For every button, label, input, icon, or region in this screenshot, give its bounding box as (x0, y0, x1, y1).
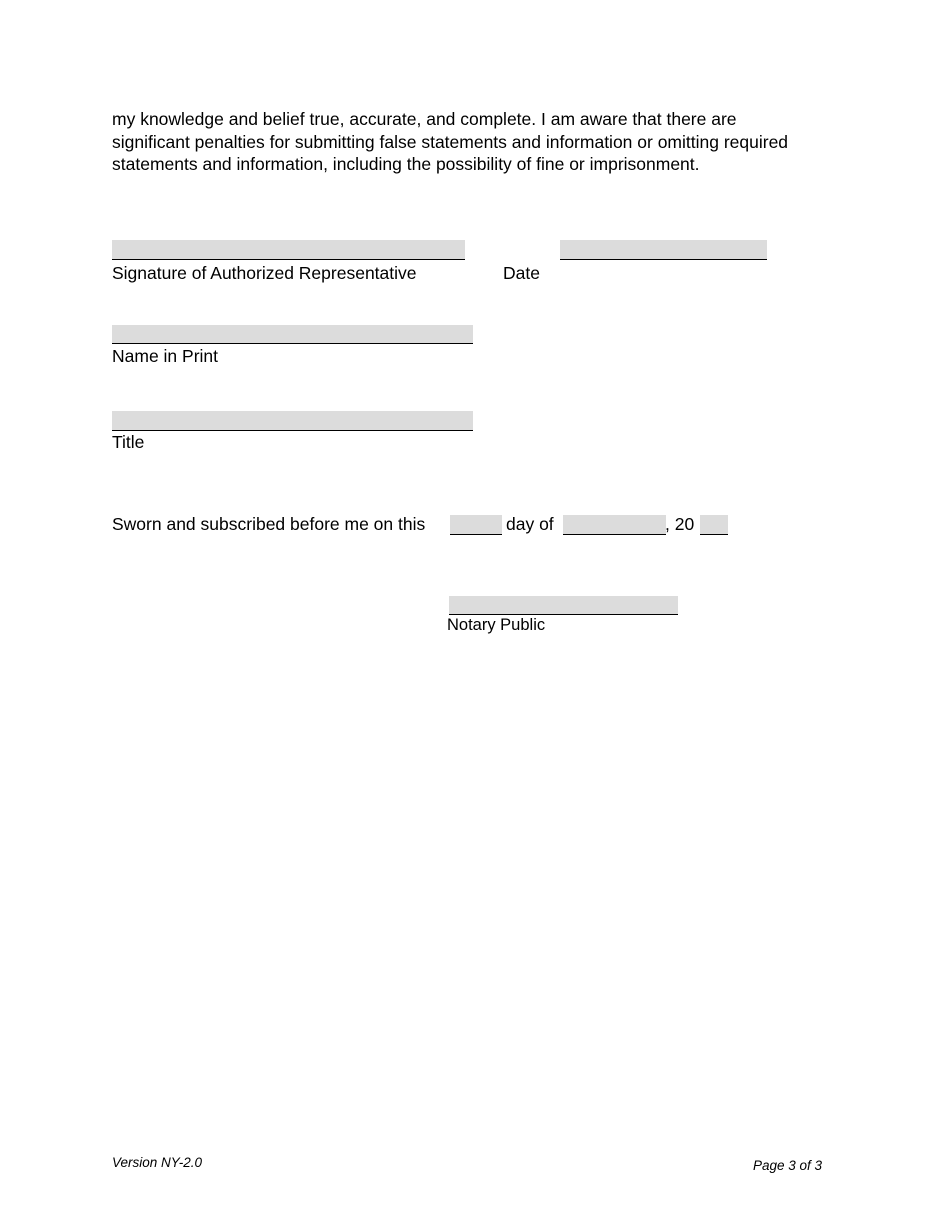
sworn-year-field[interactable] (700, 515, 728, 535)
certification-statement (112, 108, 852, 176)
signature-field[interactable] (112, 240, 465, 260)
statement-line: statements and information, including the possibility of fine or imprisonment. (112, 154, 700, 174)
name-in-print-field[interactable] (112, 325, 473, 344)
notary-public-label: Notary Public (447, 616, 546, 634)
date-field[interactable] (560, 240, 767, 260)
day-of-text: day of (506, 514, 554, 534)
notary-signature-field[interactable] (449, 596, 678, 615)
date-label: Date (503, 263, 540, 283)
statement-line: my knowledge and belief true, accurate, and complete. I am aware that there are (112, 109, 737, 129)
signature-label: Signature of Authorized Representative (112, 263, 417, 283)
sworn-day-field[interactable] (450, 515, 502, 535)
sworn-month-field[interactable] (563, 515, 666, 535)
page-number: Page 3 of 3 (753, 1158, 823, 1173)
year-prefix-text: , 20 (665, 514, 695, 534)
title-field[interactable] (112, 411, 473, 431)
title-label: Title (112, 432, 145, 452)
sworn-prefix-text: Sworn and subscribed before me on this (112, 514, 426, 534)
name-in-print-label: Name in Print (112, 346, 219, 366)
version-label: Version NY-2.0 (112, 1155, 203, 1170)
statement-line: significant penalties for submitting false statements and information or omitting required (112, 131, 789, 152)
